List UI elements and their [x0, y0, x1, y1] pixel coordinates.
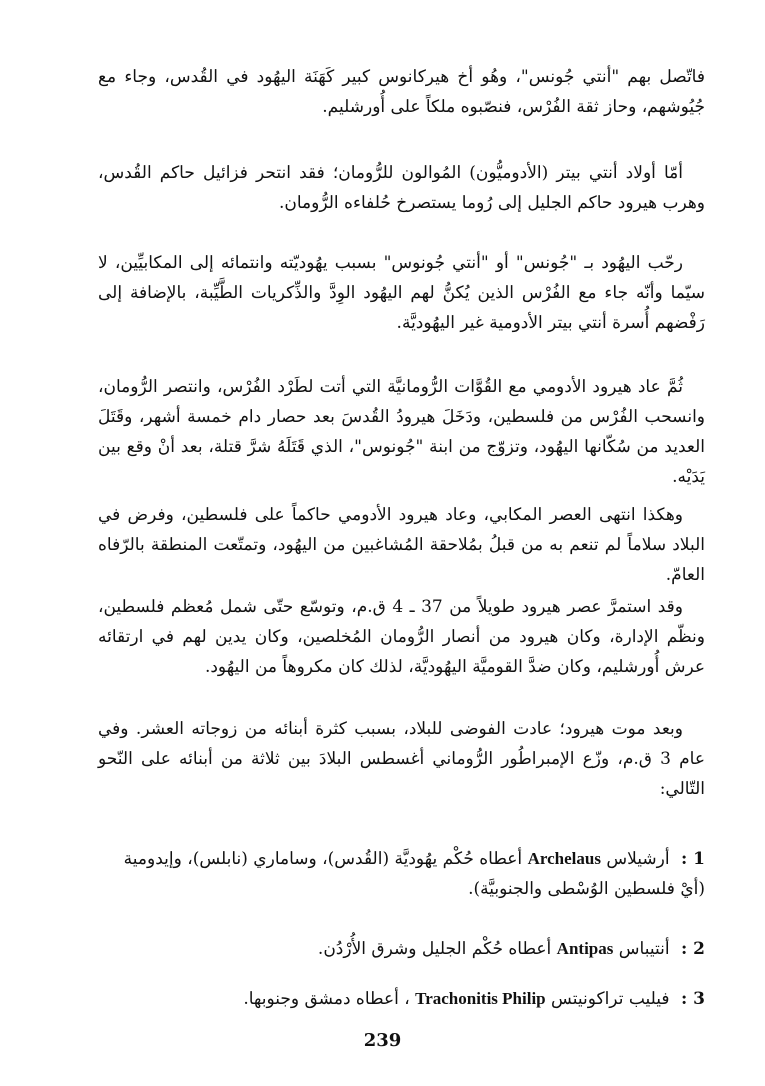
list-item — [98, 984, 705, 1014]
list-item-name: فيليب تراكونيتس — [551, 989, 670, 1009]
paragraph-4: ثُمَّ عاد هيرود الأدومي مع القُوَّات الرُّومانيَّة التي أتت لطَرْد الفُرْس، وانتصر الرُّومان، وانسحب الفُرْس من فلسطين، ودَخَلَ هيرودُ القُدسَ بعد حصار دام خمسة أشهر، وقَتَلَ العديد من سُكّانها اليهُود، وتزوّج من ابنة "جُونوس"، الذي قَتَلَهُ شرَّ قتلة، بعد أنْ وقع بين يَدَيْه. — [98, 377, 705, 487]
list-item-number: 2 : — [680, 939, 705, 959]
paragraph-1: فاتّصل بهم "أنتي جُونس"، وهُو أخ هيركانوس كبير كَهَنَة اليهُود في القُدس، وجاء مع جُيُوشهم، وحاز ثقة الفُرْس، فنصّبوه ملكاً على أُورشليم. — [98, 67, 705, 117]
list-item-text: ، أعطاه دمشق وجنوبها. — [243, 989, 410, 1009]
list-item-latin-name: Antipas — [556, 939, 614, 958]
list-item-name: أنتيباس — [618, 939, 670, 959]
list-item-latin-name: Archelaus — [527, 849, 601, 868]
paragraph-6: وقد استمرَّ عصر هيرود طويلاً من 37 ـ 4 ق.م، وتوسّع حتّى شمل مُعظم فلسطين، ونظّم الإدارة، وكان هيرود من أنصار الرُّومان المُخلصين، وكان يدين لهم في ارتقائه عرش أُورشليم، وكان ضدَّ القوميَّة اليهُوديَّة، لذلك كان مكروهاً من اليهُود. — [98, 597, 705, 677]
list-item-number: 1 : — [680, 849, 705, 869]
list-item-number: 3 : — [680, 989, 705, 1009]
list-item — [98, 934, 705, 964]
list-item-text: أعطاه حُكْم يهُوديَّة (القُدس)، وساماري (نابلس)، وإيدومية (أيْ فلسطين الوُسْطى والجنوبيَّة). — [123, 849, 705, 899]
page-number: 239 — [363, 1030, 402, 1051]
paragraph-5: وهكذا انتهى العصر المكابي، وعاد هيرود الأدومي حاكماً على فلسطين، وفرض في البلاد سلاماً لم تنعم به من قبلُ بمُلاحقة المُشاغبين من اليهُود، وتمتّعت المنطقة بالرّفاه العامّ. — [98, 505, 705, 585]
list-item-text: أعطاه حُكْم الجليل وشرق الأُرْدُن. — [317, 939, 552, 959]
paragraph-3: رحّب اليهُود بـ "جُونس" أو "أنتي جُونوس" بسبب يهُوديّته وانتمائه إلى المكابيِّين، لا سيّما وأنّه جاء مع الفُرْس الذين يُكنُّ لهم اليهُود الوِدَّ والذِّكريات الطَّيِّبة، بالإضافة إلى رَفْضهم أُسرة أنتي بيتر الأدومية غير اليهُوديَّة. — [98, 253, 705, 333]
list-item-latin-name: Trachonitis Philip — [415, 989, 546, 1008]
paragraph-7: وبعد موت هيرود؛ عادت الفوضى للبلاد، بسبب كثرة أبنائه من زوجاته العشر. وفي عام 3 ق.م، وزّع الإمبراطُور الرُّوماني أغسطس البلادَ بين ثلاثة من أبنائه على النّحو التّالي: — [98, 719, 705, 799]
list-item-name: أرشيلاس — [606, 849, 670, 869]
paragraph-2: أمّا أولاد أنتي بيتر (الأدوميُّون) المُوالون للرُّومان؛ فقد انتحر فزائيل حاكم القُدس، وهرب هيرود حاكم الجليل إلى رُوما يستصرخ حُلفاءه الرُّومان. — [98, 163, 705, 213]
list-item — [98, 844, 705, 904]
